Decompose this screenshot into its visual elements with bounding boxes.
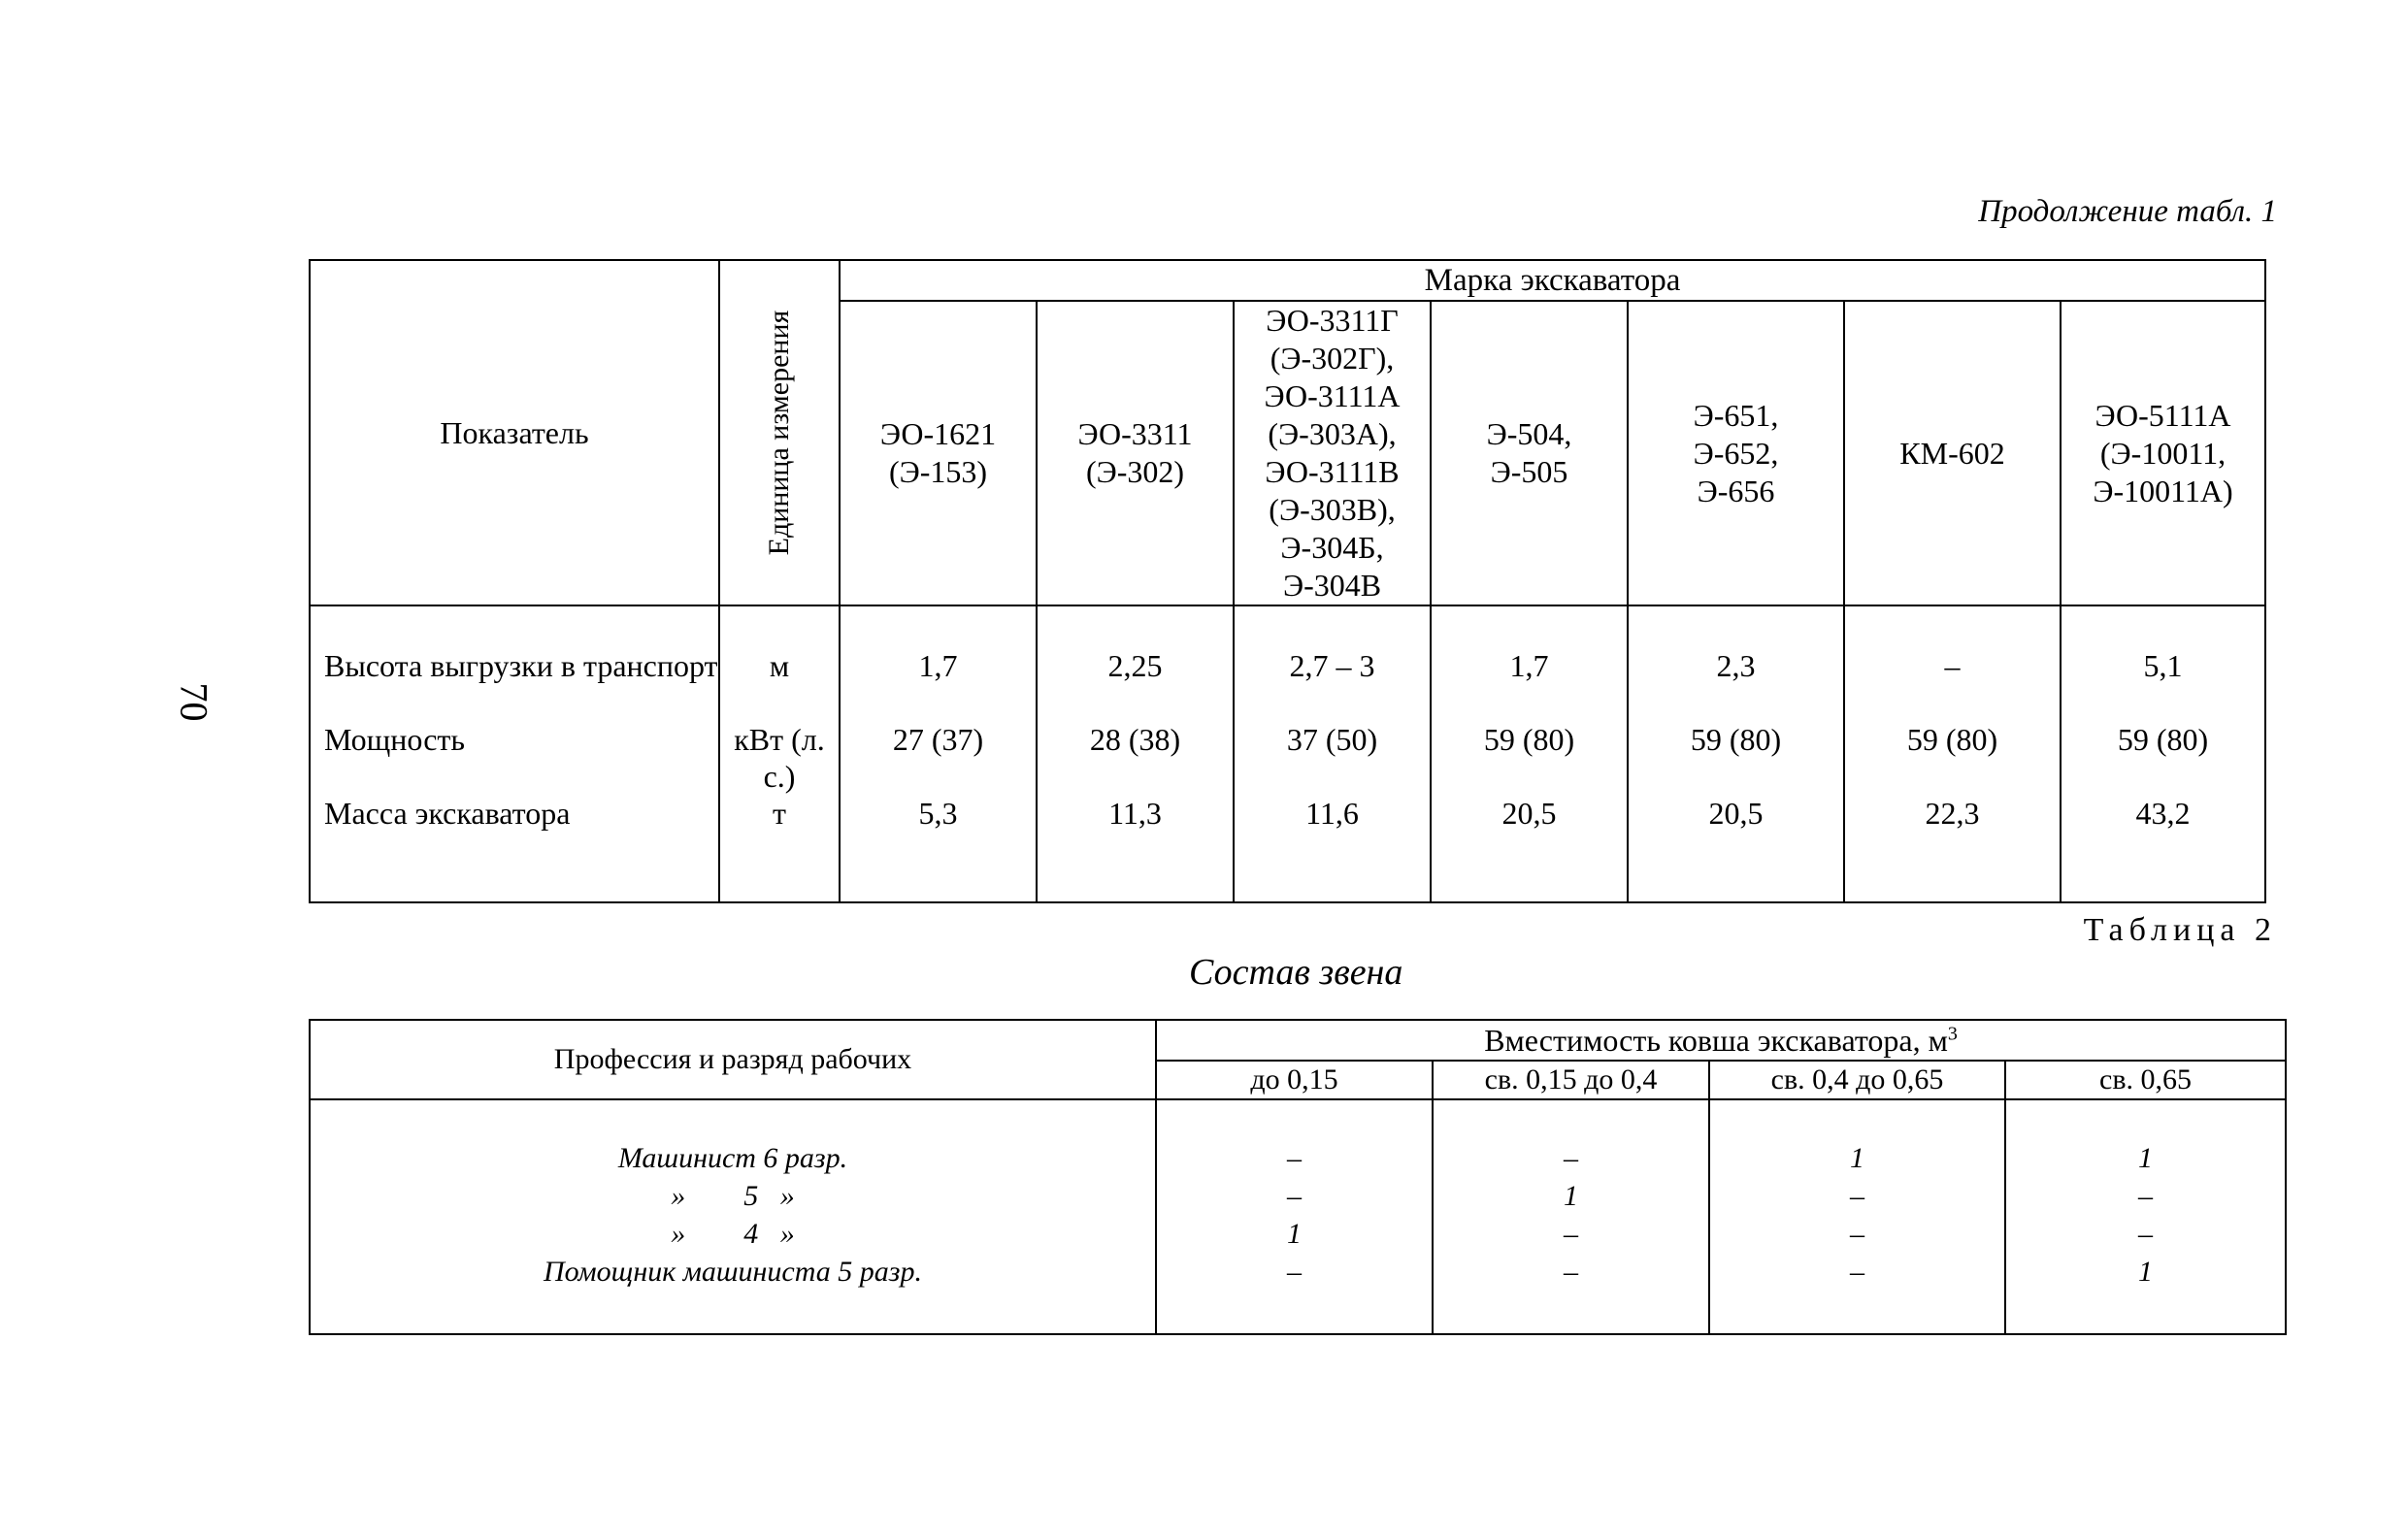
- capacity-column-header: св. 0,4 до 0,65: [1709, 1061, 2005, 1099]
- model-line: Э-10011А): [2093, 473, 2233, 508]
- model-line: (Э-303А),: [1268, 416, 1397, 451]
- capacity-header: Вместимость ковша экскаватора, $м^3$: [1156, 1020, 2286, 1061]
- value-cell: 1,7: [840, 605, 1037, 721]
- continuation-note: Продолжение табл. 1: [1978, 194, 2277, 229]
- model-header: [1431, 301, 1628, 605]
- count-cell: –: [1433, 1099, 1709, 1177]
- model-line: ЭО-3311: [1077, 416, 1193, 451]
- value-cell: 28 (38): [1037, 721, 1234, 795]
- model-line: Э-304Б,: [1280, 530, 1384, 565]
- model-header: [1037, 301, 1234, 605]
- table-row: [310, 721, 2265, 795]
- value-cell: 5,1: [2061, 605, 2265, 721]
- model-header: [2061, 301, 2265, 605]
- value-cell: 59 (80): [1628, 721, 1844, 795]
- unit-cell: м: [719, 605, 840, 721]
- model-line: ЭО-3311Г: [1266, 303, 1399, 338]
- value-cell: 1,7: [1431, 605, 1628, 721]
- table-row: [310, 1099, 2286, 1177]
- count-cell: 1: [1433, 1177, 1709, 1215]
- count-cell: –: [2005, 1177, 2286, 1215]
- table-row: [310, 795, 2265, 902]
- profession-cell: » 5 »: [310, 1177, 1156, 1215]
- model-line: (Э-302Г),: [1270, 341, 1395, 376]
- value-cell: 11,6: [1234, 795, 1431, 902]
- unit-header: [719, 260, 840, 605]
- profession-cell: Помощник машиниста 5 разр.: [310, 1253, 1156, 1334]
- count-cell: 1: [2005, 1099, 2286, 1177]
- table-row: [310, 605, 2265, 721]
- model-line: ЭО-5111А: [2095, 397, 2231, 433]
- count-cell: –: [1156, 1177, 1433, 1215]
- count-cell: –: [1709, 1253, 2005, 1334]
- unit-cell: т: [719, 795, 840, 902]
- value-cell: 27 (37): [840, 721, 1037, 795]
- profession-cell: Машинист 6 разр.: [310, 1099, 1156, 1177]
- value-cell: 37 (50): [1234, 721, 1431, 795]
- value-cell: 20,5: [1628, 795, 1844, 902]
- table-row: [310, 1215, 2286, 1253]
- value-cell: 43,2: [2061, 795, 2265, 902]
- model-line: Э-505: [1490, 454, 1568, 489]
- value-cell: 59 (80): [1431, 721, 1628, 795]
- count-cell: –: [1156, 1099, 1433, 1177]
- param-cell: Высота выгрузки в транспорт: [310, 605, 719, 721]
- model-line: КМ-602: [1899, 435, 2005, 471]
- table2-title: Состав звена: [1189, 952, 1403, 993]
- model-line: Э-652,: [1693, 435, 1779, 471]
- param-header: Показатель: [310, 260, 719, 605]
- value-cell: 59 (80): [1844, 721, 2061, 795]
- model-line: ЭО-3111В: [1265, 454, 1400, 489]
- excavator-specs-table: [309, 259, 2266, 903]
- value-cell: 11,3: [1037, 795, 1234, 902]
- model-line: ЭО-1621: [879, 416, 997, 451]
- profession-cell: » 4 »: [310, 1215, 1156, 1253]
- count-cell: –: [1433, 1215, 1709, 1253]
- count-cell: –: [2005, 1215, 2286, 1253]
- count-cell: –: [1709, 1215, 2005, 1253]
- model-line: Э-656: [1697, 473, 1775, 508]
- profession-header: Профессия и разряд рабочих: [310, 1020, 1156, 1099]
- table-row: [310, 1177, 2286, 1215]
- count-cell: 1: [2005, 1253, 2286, 1334]
- value-cell: 59 (80): [2061, 721, 2265, 795]
- model-line: Э-504,: [1486, 416, 1572, 451]
- count-cell: –: [1156, 1253, 1433, 1334]
- count-cell: –: [1709, 1177, 2005, 1215]
- value-cell: 2,3: [1628, 605, 1844, 721]
- count-cell: 1: [1156, 1215, 1433, 1253]
- table2-label: Таблица 2: [2083, 912, 2277, 948]
- model-line: (Э-10011,: [2099, 435, 2227, 471]
- unit-header-label: Единица измерения: [763, 310, 795, 556]
- value-cell: 2,7 – 3: [1234, 605, 1431, 721]
- capacity-column-header: св. 0,15 до 0,4: [1433, 1061, 1709, 1099]
- count-cell: 1: [1709, 1099, 2005, 1177]
- value-cell: 20,5: [1431, 795, 1628, 902]
- model-line: ЭО-3111А: [1264, 378, 1401, 413]
- value-cell: 5,3: [840, 795, 1037, 902]
- value-cell: 2,25: [1037, 605, 1234, 721]
- capacity-column-header: до 0,15: [1156, 1061, 1433, 1099]
- model-line: (Э-303В),: [1269, 492, 1396, 527]
- model-line: (Э-153): [888, 454, 988, 489]
- brand-header: Марка экскаватора: [840, 260, 2265, 301]
- model-line: Э-651,: [1693, 397, 1779, 433]
- model-header: [840, 301, 1037, 605]
- count-cell: –: [1433, 1253, 1709, 1334]
- table-row: [310, 1253, 2286, 1334]
- model-header: [1844, 301, 2061, 605]
- unit-cell: кВт (л. с.): [719, 721, 840, 795]
- value-cell: 22,3: [1844, 795, 2061, 902]
- model-line: (Э-302): [1085, 454, 1185, 489]
- crew-table: [309, 1019, 2287, 1335]
- model-header: [1234, 301, 1431, 605]
- param-cell: Масса экскаватора: [310, 795, 719, 902]
- capacity-column-header: св. 0,65: [2005, 1061, 2286, 1099]
- param-cell: Мощность: [310, 721, 719, 795]
- model-header: [1628, 301, 1844, 605]
- page-number: 70: [172, 682, 216, 722]
- model-line: Э-304В: [1282, 568, 1382, 603]
- value-cell: –: [1844, 605, 2061, 721]
